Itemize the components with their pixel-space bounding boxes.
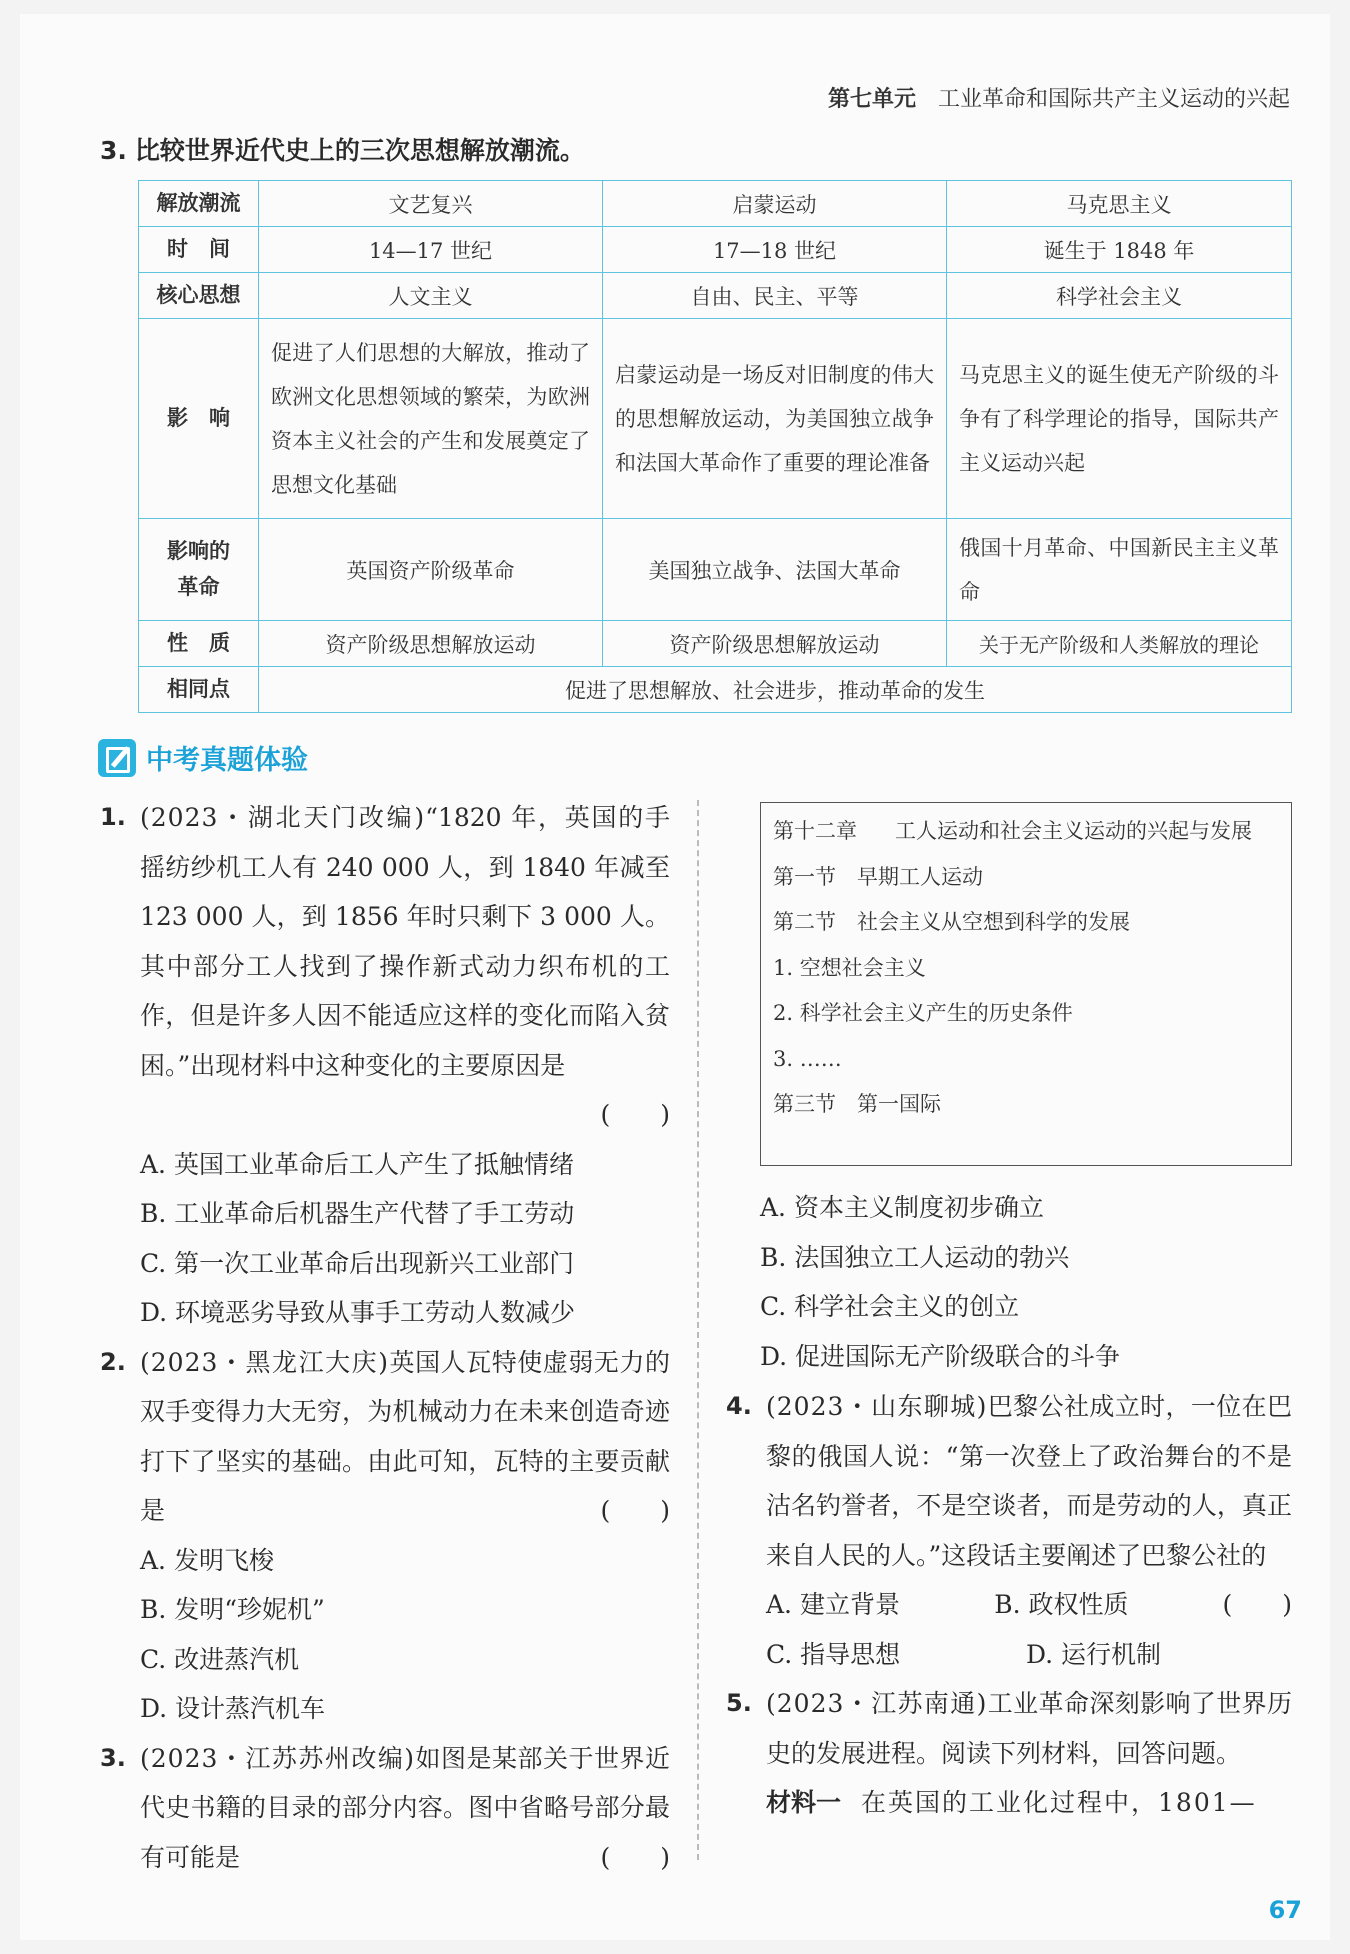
question-3 bbox=[100, 1734, 670, 1883]
table-cell: 资产阶级思想解放运动 bbox=[603, 621, 947, 667]
table-cell: 启蒙运动是一场反对旧制度的伟大的思想解放运动，为美国独立战争和法国大革命作了重要的理论准备 bbox=[603, 319, 947, 519]
option: D. 促进国际无产阶级联合的斗争 bbox=[760, 1341, 1121, 1371]
option: C. 科学社会主义的创立 bbox=[760, 1292, 1020, 1321]
toc-subsection: 1. 空想社会主义 bbox=[773, 955, 926, 980]
row-header-line: 革命 bbox=[177, 574, 220, 599]
question-source: (2023・江苏苏州改编) bbox=[140, 1743, 416, 1773]
table-cell: 自由、民主、平等 bbox=[603, 273, 947, 319]
material-label: 材料一 bbox=[766, 1788, 842, 1817]
option: A. 资本主义制度初步确立 bbox=[760, 1193, 1044, 1222]
options-1 bbox=[100, 1140, 670, 1338]
table-cell: 关于无产阶级和人类解放的理论 bbox=[947, 621, 1292, 667]
table-cell: 14—17 世纪 bbox=[259, 227, 603, 273]
table-cell: 17—18 世纪 bbox=[603, 227, 947, 273]
toc-section: 第一节 早期工人运动 bbox=[773, 864, 983, 889]
chapter-title bbox=[773, 809, 1279, 855]
row-header: 核心思想 bbox=[139, 273, 259, 319]
question-number: 3. bbox=[100, 136, 127, 165]
option-row bbox=[766, 1580, 1222, 1630]
question-2 bbox=[100, 1338, 670, 1536]
question-number: 4. bbox=[726, 1392, 752, 1420]
option: C. 第一次工业革命后出现新兴工业部门 bbox=[140, 1248, 575, 1278]
option: C. 指导思想 bbox=[766, 1639, 901, 1669]
question-number: 5. bbox=[726, 1689, 752, 1717]
option: B. 工业革命后机器生产代替了手工劳动 bbox=[140, 1199, 575, 1228]
options-3 bbox=[760, 1183, 1120, 1381]
question-stem: 如图是某部关于世界近代史书籍的目录的部分内容。图中省略号部分最有可能是 bbox=[140, 1743, 670, 1872]
table-row bbox=[139, 273, 1292, 319]
option: A. 发明飞梭 bbox=[140, 1545, 274, 1575]
table-cell: 促进了人们思想的大解放，推动了欧洲文化思想领域的繁荣，为欧洲资本主义社会的产生和发展奠定了思想文化基础 bbox=[259, 319, 603, 519]
question-text: 比较世界近代史上的三次思想解放潮流。 bbox=[134, 136, 585, 165]
row-header: 性 质 bbox=[139, 621, 259, 667]
table-of-contents-figure bbox=[760, 802, 1292, 1166]
question-source: (2023・山东聊城) bbox=[766, 1392, 988, 1421]
question-number: 1. bbox=[100, 803, 126, 831]
pencil-icon bbox=[98, 739, 136, 777]
option: D. 运行机制 bbox=[1026, 1639, 1162, 1669]
option: A. 英国工业革命后工人产生了抵触情绪 bbox=[140, 1149, 574, 1179]
table-row bbox=[139, 519, 1292, 621]
unit-title: 工业革命和国际共产主义运动的兴起 bbox=[937, 87, 1290, 112]
option: B. 法国独立工人运动的勃兴 bbox=[760, 1242, 1070, 1272]
question-stem: “1820 年，英国的手摇纺纱机工人有 240 000 人，到 1840 年减至 123 000 人，到 1856 年时只剩下 3 000 人。其中部分工人找到了操作新式动力织布机的工作，但是许多人因不能适应这样的变化而陷入贫困。”出现材料中这种变化的主要原因是 bbox=[140, 803, 670, 1080]
option: B. 发明“珍妮机” bbox=[140, 1595, 325, 1624]
answer-blank: ( ) bbox=[600, 1100, 670, 1129]
table-cell: 美国独立战争、法国大革命 bbox=[603, 519, 947, 621]
answer-blank: ( ) bbox=[1222, 1590, 1292, 1619]
table-row bbox=[139, 319, 1292, 519]
row-header bbox=[139, 519, 259, 621]
row-header: 解放潮流 bbox=[139, 181, 259, 227]
table-question-title bbox=[100, 131, 585, 167]
table-cell: 资产阶级思想解放运动 bbox=[259, 621, 603, 667]
question-source: (2023・黑龙江大庆) bbox=[140, 1347, 389, 1377]
question-source: (2023・江苏南通) bbox=[766, 1689, 988, 1718]
row-header: 影 响 bbox=[139, 319, 259, 519]
toc-subsection: 3. …… bbox=[773, 1046, 842, 1071]
option: D. 设计蒸汽机车 bbox=[140, 1694, 326, 1723]
table-cell: 促进了思想解放、社会进步，推动革命的发生 bbox=[259, 667, 1292, 713]
table-cell: 俄国十月革命、中国新民主主义革命 bbox=[947, 519, 1292, 621]
material-1 bbox=[726, 1778, 1292, 1828]
question-stem: 工业革命深刻影响了世界历史的发展进程。阅读下列材料，回答问题。 bbox=[766, 1689, 1292, 1768]
question-1 bbox=[100, 793, 670, 1140]
table-row bbox=[139, 667, 1292, 713]
table-row bbox=[139, 227, 1292, 273]
question-source: (2023・湖北天门改编) bbox=[140, 803, 426, 832]
question-stem: 英国人瓦特使虚弱无力的双手变得力大无穷，为机械动力在未来创造奇迹打下了坚实的基础。由此可知，瓦特的主要贡献是 bbox=[140, 1347, 670, 1525]
question-5 bbox=[726, 1679, 1292, 1778]
column-divider bbox=[697, 800, 699, 1860]
table-cell: 马克思主义 bbox=[947, 181, 1292, 227]
unit-number: 第七单元 bbox=[827, 87, 916, 112]
option: B. 政权性质 bbox=[994, 1590, 1129, 1619]
question-number: 3. bbox=[100, 1743, 126, 1772]
row-header: 时 间 bbox=[139, 227, 259, 273]
table-cell: 文艺复兴 bbox=[259, 181, 603, 227]
answer-blank: ( ) bbox=[600, 1842, 670, 1872]
table-cell: 人文主义 bbox=[259, 273, 603, 319]
toc-subsection: 2. 科学社会主义产生的历史条件 bbox=[773, 1001, 1073, 1025]
option: D. 环境恶劣导致从事手工劳动人数减少 bbox=[140, 1298, 576, 1327]
table-cell: 马克思主义的诞生使无产阶级的斗争有了科学理论的指导，国际共产主义运动兴起 bbox=[947, 319, 1292, 519]
toc-section: 第三节 第一国际 bbox=[773, 1092, 941, 1116]
section-title: 中考真题体验 bbox=[146, 745, 308, 776]
material-text: 在英国的工业化过程中，1801— bbox=[861, 1788, 1257, 1817]
option: A. 建立背景 bbox=[766, 1590, 900, 1619]
answer-blank: ( ) bbox=[600, 1496, 670, 1525]
row-header-line: 影响的 bbox=[167, 538, 230, 563]
table-row bbox=[139, 621, 1292, 667]
table-cell: 英国资产阶级革命 bbox=[259, 519, 603, 621]
options-2 bbox=[100, 1536, 670, 1734]
table-row bbox=[139, 181, 1292, 227]
unit-header bbox=[828, 82, 1290, 113]
table-cell: 诞生于 1848 年 bbox=[947, 227, 1292, 273]
question-stem: 巴黎公社成立时，一位在巴黎的俄国人说：“第一次登上了政治舞台的不是沽名钓誉者，不是空谈者，而是劳动的人，真正来自人民的人。”这段话主要阐述了巴黎公社的 bbox=[766, 1392, 1292, 1570]
toc-section: 第二节 社会主义从空想到科学的发展 bbox=[773, 910, 1130, 934]
options-4 bbox=[726, 1580, 1292, 1679]
page-number: 67 bbox=[1268, 1896, 1302, 1924]
left-column bbox=[100, 793, 670, 1882]
comparison-table bbox=[138, 180, 1292, 713]
table-cell: 科学社会主义 bbox=[947, 273, 1292, 319]
question-number: 2. bbox=[100, 1347, 126, 1376]
option: C. 改进蒸汽机 bbox=[140, 1644, 300, 1674]
section-header bbox=[98, 738, 308, 777]
chapter-number: 第十二章 bbox=[773, 819, 857, 843]
right-column bbox=[726, 1382, 1292, 1828]
option-row bbox=[766, 1630, 1292, 1680]
table-cell: 启蒙运动 bbox=[603, 181, 947, 227]
row-header: 相同点 bbox=[139, 667, 259, 713]
chapter-name: 工人运动和社会主义运动的兴起与发展 bbox=[895, 819, 1252, 843]
